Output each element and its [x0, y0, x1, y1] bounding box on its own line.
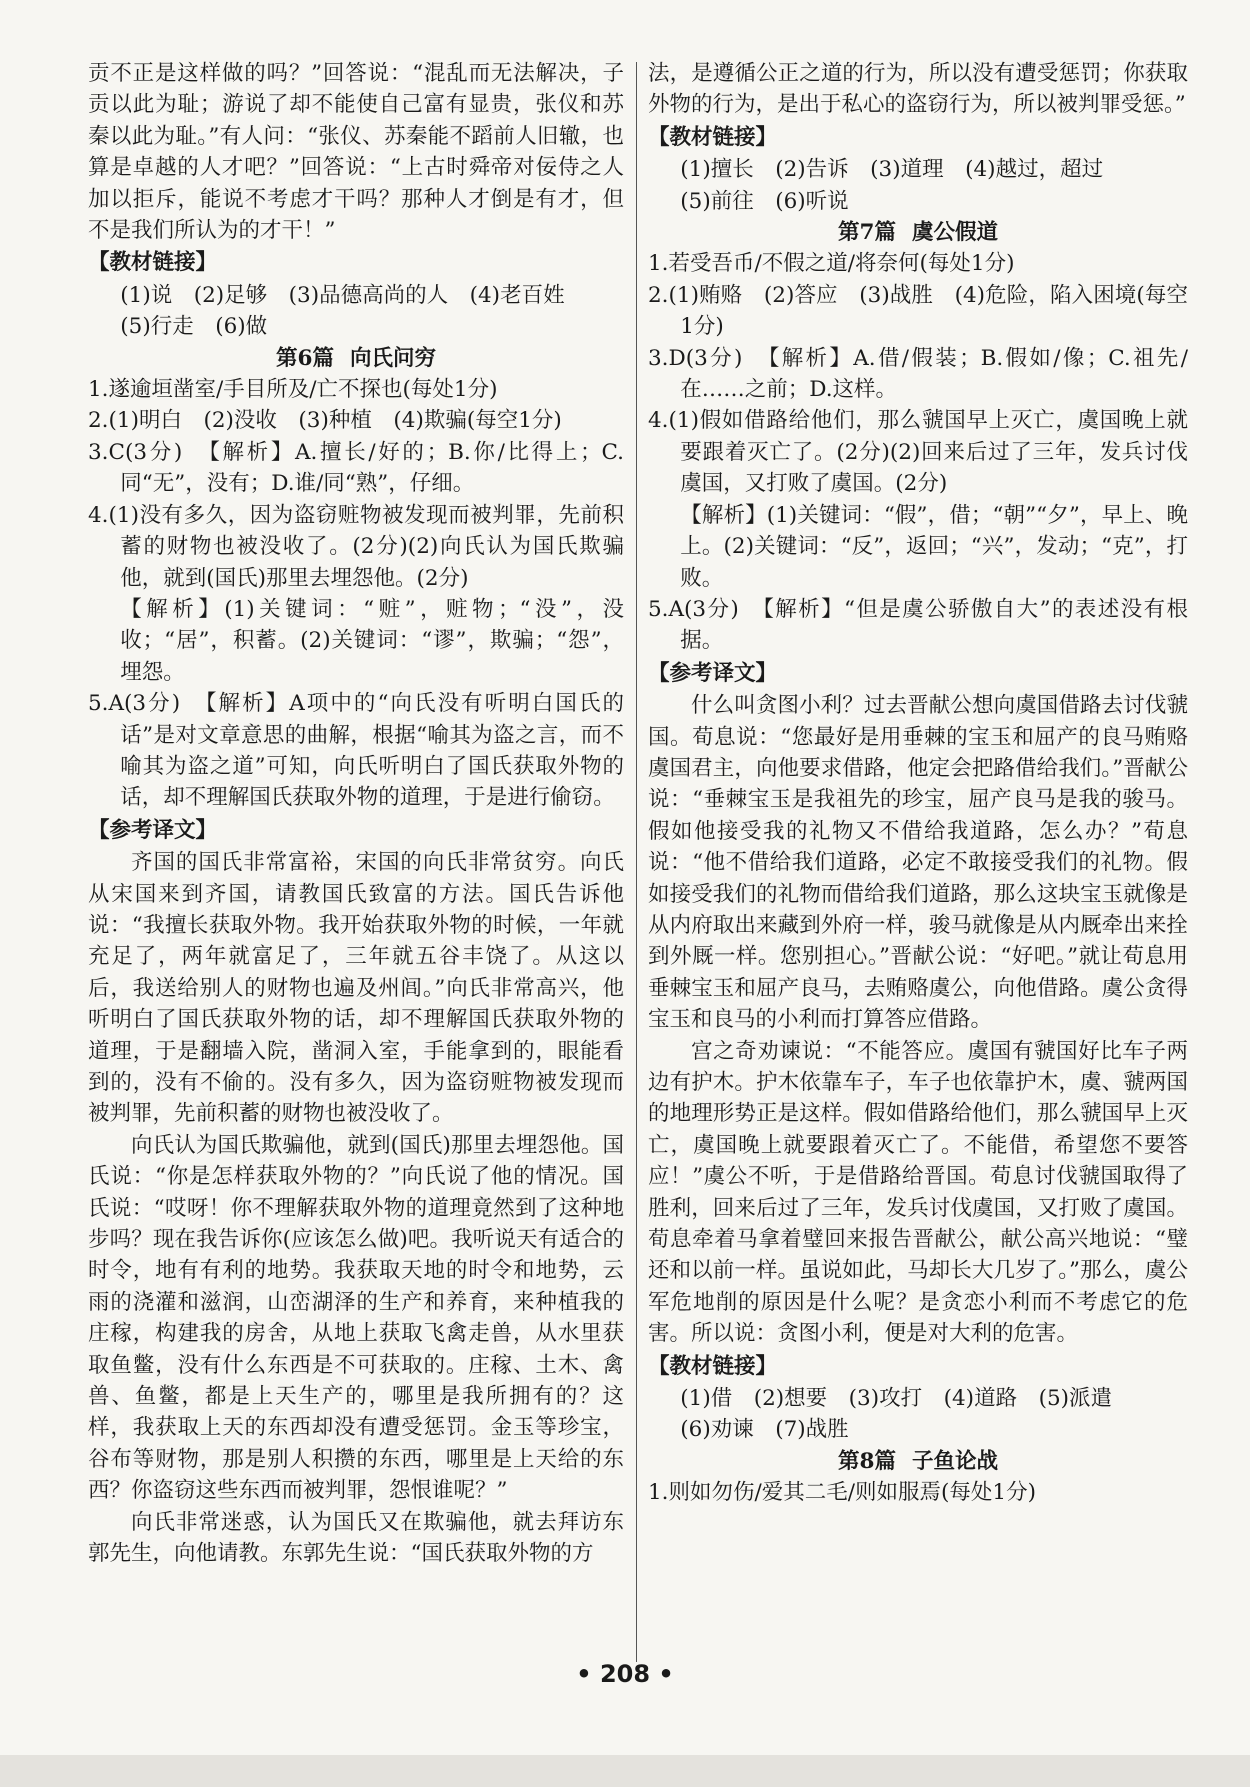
- scan-edge: [0, 1755, 1250, 1787]
- answer-item: 2.(1)贿赂 (2)答应 (3)战胜 (4)危险，陷入困境(每空1分): [648, 282, 1188, 340]
- article-title: 向氏问穷: [349, 345, 436, 371]
- translation-paragraph: 什么叫贪图小利？过去晋献公想向虞国借路去讨伐虢国。荀息说：“您最好是用垂棘的宝玉和屈产的良马贿赂虞国君主，向他要求借路，他定会把路借给我们。”晋献公说：“垂棘宝玉是我祖先的珍宝，屈产良马是我的骏马。假如他接受我的礼物又不借给我道路，怎么办？”荀息说：“他不借给我们道路，必定不敢接受我们的礼物。假如接受我们的礼物而借给我们道路，那么这块宝玉就像是从内府取出来藏到外府一样，骏马就像是从内厩牵出来拴到外厩一样。您别担心。”晋献公说：“好吧。”就让荀息用垂棘宝玉和屈产良马，去贿赂虞公，向他借路。虞公贪得宝玉和良马的小利而打算答应借路。: [648, 693, 1188, 1033]
- answer-item: 2.(1)明白 (2)没收 (3)种植 (4)欺骗(每空1分): [88, 408, 562, 434]
- answer-line: (6)劝谏 (7)战胜: [680, 1417, 849, 1443]
- left-column: [88, 58, 624, 1570]
- answer-item: 3.D(3分) 【解析】A.借/假装；B.假如/像；C.祖先/在……之前；D.这样。: [648, 345, 1188, 403]
- answer-line: 【解析】(1)关键词：“假”，借；“朝”“夕”，早上、晚上。(2)关键词：“反”，返回；“兴”，发动；“克”，打败。: [680, 502, 1188, 591]
- answer-item: 4.(1)假如借路给他们，那么虢国早上灭亡，虞国晚上就要跟着灭亡了。(2分)(2)回来后过了三年，发兵讨伐虞国，又打败了虞国。(2分): [648, 408, 1188, 497]
- article-heading: [88, 343, 624, 374]
- translation-paragraph: 宫之奇劝谏说：“不能答应。虞国有虢国好比车子两边有护木。护木依靠车子，车子也依靠护木，虞、虢两国的地理形势正是这样。假如借路给他们，那么虢国早上灭亡，虞国晚上就要跟着灭亡了。不能借，希望您不要答应！”虞公不听，于是借路给晋国。荀息讨伐虢国取得了胜利，回来后过了三年，发兵讨伐虞国，又打败了虞国。荀息牵着马拿着璧回来报告晋献公，献公高兴地说：“璧还和以前一样。虽说如此，马却长大几岁了。”那么，虞公军危地削的原因是什么呢？是贪恋小利而不考虑它的危害。所以说：贪图小利，便是对大利的危害。: [648, 1038, 1188, 1347]
- answer-item: 1.遂逾垣凿室/手目所及/亡不探也(每处1分): [88, 377, 498, 403]
- paragraph: 贡不正是这样做的吗？”回答说：“混乱而无法解决，子贡以此为耻；游说了却不能使自己富有显贵，张仪和苏秦以此为耻。”有人问：“张仪、苏秦能不蹈前人旧辙，也算是卓越的人才吧？”回答说：“上古时舜帝对佞侍之人加以拒斥，能说不考虑才干吗？那种人才倒是有才，但不是我们所认为的才干！”: [88, 61, 624, 244]
- answer-line: (5)行走 (6)做: [120, 314, 268, 340]
- answer-item: 1.则如勿伤/爱其二毛/则如服焉(每处1分): [648, 1480, 1036, 1506]
- article-title: 虞公假道: [911, 220, 998, 246]
- paragraph: 法，是遵循公正之道的行为，所以没有遭受惩罚；你获取外物的行为，是出于私心的盗窃行为，所以被判罪受惩。”: [648, 61, 1188, 118]
- answer-line: (1)借 (2)想要 (3)攻打 (4)道路 (5)派遣: [680, 1386, 1113, 1412]
- answer-item: 5.A(3分) 【解析】A项中的“向氏没有听明白国氏的话”是对文章意思的曲解，根据“喻其为盗之言，而不喻其为盗之道”可知，向氏听明白了国氏获取外物的话，却不理解国氏获取外物的道理，于是进行偷窃。: [88, 691, 624, 811]
- article-number: 第8篇: [838, 1448, 896, 1474]
- section-heading: 【参考译文】: [88, 817, 218, 843]
- article-number: 第6篇: [276, 345, 334, 371]
- answer-item: 4.(1)没有多久，因为盗窃赃物被发现而被判罪，先前积蓄的财物也被没收了。(2分)(2)向氏认为国氏欺骗他，就到(国氏)那里去埋怨他。(2分): [88, 502, 624, 591]
- page-number: • 208 •: [576, 1660, 674, 1688]
- section-heading: 【教材链接】: [648, 124, 778, 150]
- answer-line: (1)说 (2)足够 (3)品德高尚的人 (4)老百姓: [120, 282, 565, 308]
- article-heading: [648, 217, 1188, 248]
- right-column: [648, 58, 1188, 1509]
- answer-line: (1)擅长 (2)告诉 (3)道理 (4)越过，超过: [680, 157, 1104, 183]
- article-number: 第7篇: [838, 220, 896, 246]
- translation-paragraph: 向氏非常迷惑，认为国氏又在欺骗他，就去拜访东郭先生，向他请教。东郭先生说：“国氏获取外物的方: [88, 1509, 624, 1567]
- translation-paragraph: 向氏认为国氏欺骗他，就到(国氏)那里去埋怨他。国氏说：“你是怎样获取外物的？”向氏说了他的情况。国氏说：“哎呀！你不理解获取外物的道理竟然到了这种地步吗？现在我告诉你(应该怎么做)吧。我听说天有适合的时令，地有有利的地势。我获取天地的时令和地势，云雨的浇灌和滋润，山峦湖泽的生产和养育，来种植我的庄稼，构建我的房舍，从地上获取飞禽走兽，从水里获取鱼鳖，没有什么东西是不可获取的。庄稼、土木、禽兽、鱼鳖，都是上天生产的，哪里是我所拥有的？这样，我获取上天的东西却没有遭受惩罚。金玉等珍宝，谷布等财物，那是别人积攒的东西，哪里是上天给的东西？你盗窃这些东西而被判罪，怨恨谁呢？”: [88, 1132, 624, 1504]
- answer-line: (5)前往 (6)听说: [680, 188, 849, 214]
- answer-line: 【解析】(1)关键词：“赃”，赃物；“没”，没收；“居”，积蓄。(2)关键词：“谬”，欺骗；“怨”，埋怨。: [120, 596, 624, 685]
- section-heading: 【参考译文】: [648, 660, 778, 686]
- article-title: 子鱼论战: [911, 1448, 998, 1474]
- section-heading: 【教材链接】: [88, 250, 218, 276]
- article-heading: [648, 1446, 1188, 1477]
- answer-item: 3.C(3分) 【解析】A.擅长/好的；B.你/比得上；C.同“无”，没有；D.谁/同“熟”，仔细。: [88, 439, 624, 497]
- answer-item: 5.A(3分) 【解析】“但是虞公骄傲自大”的表述没有根据。: [648, 596, 1188, 654]
- answer-item: 1.若受吾币/不假之道/将奈何(每处1分): [648, 251, 1015, 277]
- column-divider: [636, 62, 637, 1662]
- translation-paragraph: 齐国的国氏非常富裕，宋国的向氏非常贫穷。向氏从宋国来到齐国，请教国氏致富的方法。国氏告诉他说：“我擅长获取外物。我开始获取外物的时候，一年就充足了，两年就富足了，三年就五谷丰饶了。从这以后，我送给别人的财物也遍及州闾。”向氏非常高兴，他听明白了国氏获取外物的话，却不理解国氏获取外物的道理，于是翻墙入院，凿洞入室，手能拿到的，眼能看到的，没有不偷的。没有多久，因为盗窃赃物被发现而被判罪，先前积蓄的财物也被没收了。: [88, 850, 624, 1127]
- section-heading: 【教材链接】: [648, 1353, 778, 1379]
